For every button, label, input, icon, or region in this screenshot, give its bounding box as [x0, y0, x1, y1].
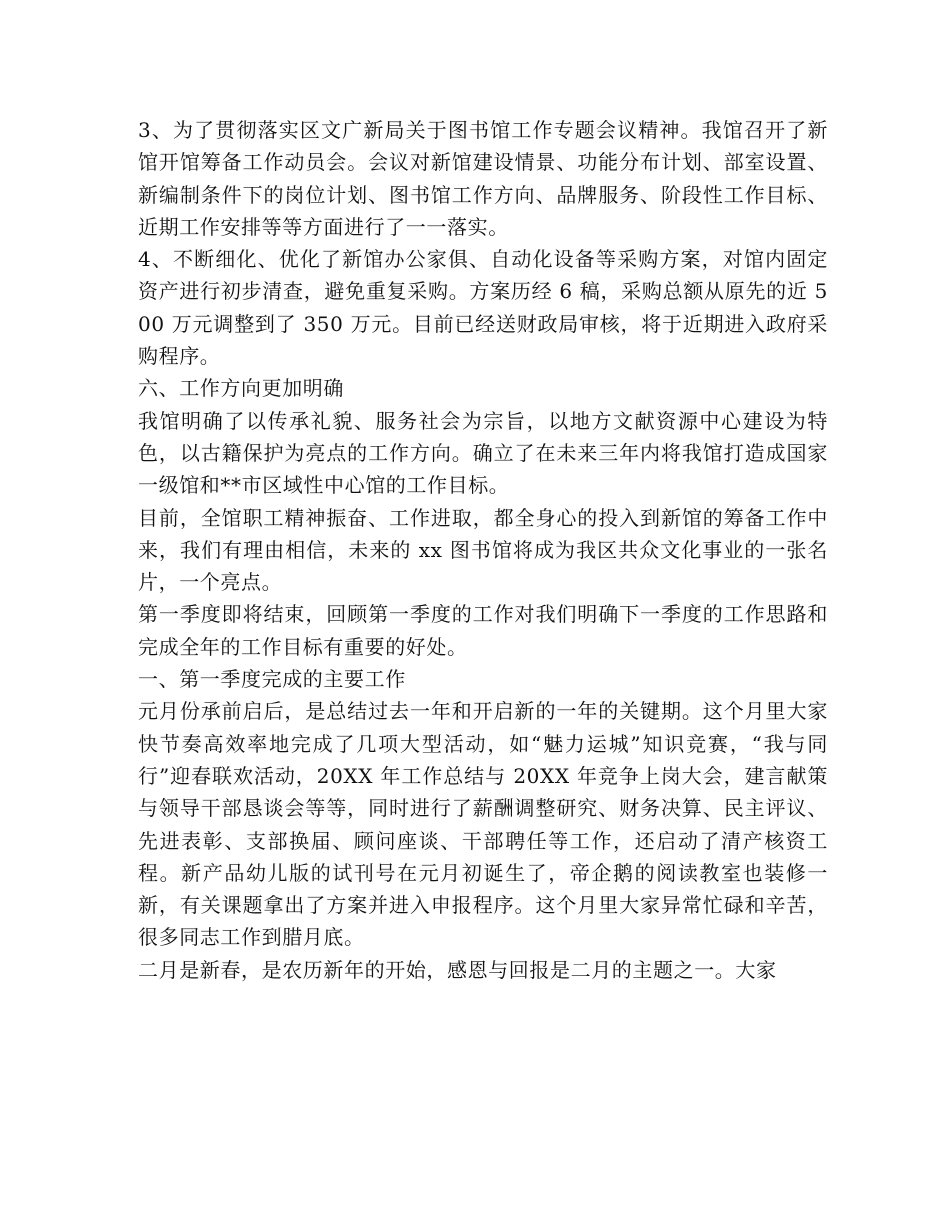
paragraph-direction: 我馆明确了以传承礼貌、服务社会为宗旨，以地方文献资源中心建设为特色，以古籍保护为亮点的工作方向。确立了在未来三年内将我馆打造成国家一级馆和**市区域性中心馆的工作目标。 — [138, 408, 828, 498]
section-heading-one: 一、第一季度完成的主要工作 — [138, 667, 406, 692]
paragraph-item-4: 4、不断细化、优化了新馆办公家俱、自动化设备等采购方案，对馆内固定资产进行初步清查，避免重复采购。方案历经 6 稿，采购总额从原先的近 500 万元调整到了 350 万元。目前已经送财政局审核，将于近期进入政府采购程序。 — [138, 247, 828, 369]
paragraph-current-status: 目前，全馆职工精神振奋、工作进取，都全身心的投入到新馆的筹备工作中来，我们有理由相信，未来的 xx 图书馆将成为我区共众文化事业的一张名片，一个亮点。 — [138, 505, 828, 595]
paragraph-item-3: 3、为了贯彻落实区文广新局关于图书馆工作专题会议精神。我馆召开了新馆开馆筹备工作动员会。会议对新馆建设情景、功能分布计划、部室设置、新编制条件下的岗位计划、图书馆工作方向、品牌服务、阶段性工作目标、近期工作安排等等方面进行了一一落实。 — [138, 118, 828, 239]
paragraph-q1-intro: 第一季度即将结束，回顾第一季度的工作对我们明确下一季度的工作思路和完成全年的工作目标有重要的好处。 — [138, 602, 828, 659]
section-heading-six: 六、工作方向更加明确 — [138, 376, 344, 401]
document-page — [138, 114, 828, 986]
paragraph-february: 二月是新春，是农历新年的开始，感恩与回报是二月的主题之一。大家 — [138, 957, 777, 982]
paragraph-january: 元月份承前启后，是总结过去一年和开启新的一年的关键期。这个月里大家快节奏高效率地完成了几项大型活动，如“魅力运城”知识竞赛，“我与同行”迎春联欢活动，20XX 年工作总结与 20XX 年竞争上岗大会，建言献策与领导干部恳谈会等等，同时进行了薪酬调整研究、财务决算、民主评议、先进表彰、支部换届、顾问座谈、干部聘任等工作，还启动了清产核资工程。新产品幼儿版的试刊号在元月初诞生了，帝企鹅的阅读教室也装修一新，有关课题拿出了方案并进入申报程序。这个月里大家异常忙碌和辛苦，很多同志工作到腊月底。 — [138, 699, 828, 950]
